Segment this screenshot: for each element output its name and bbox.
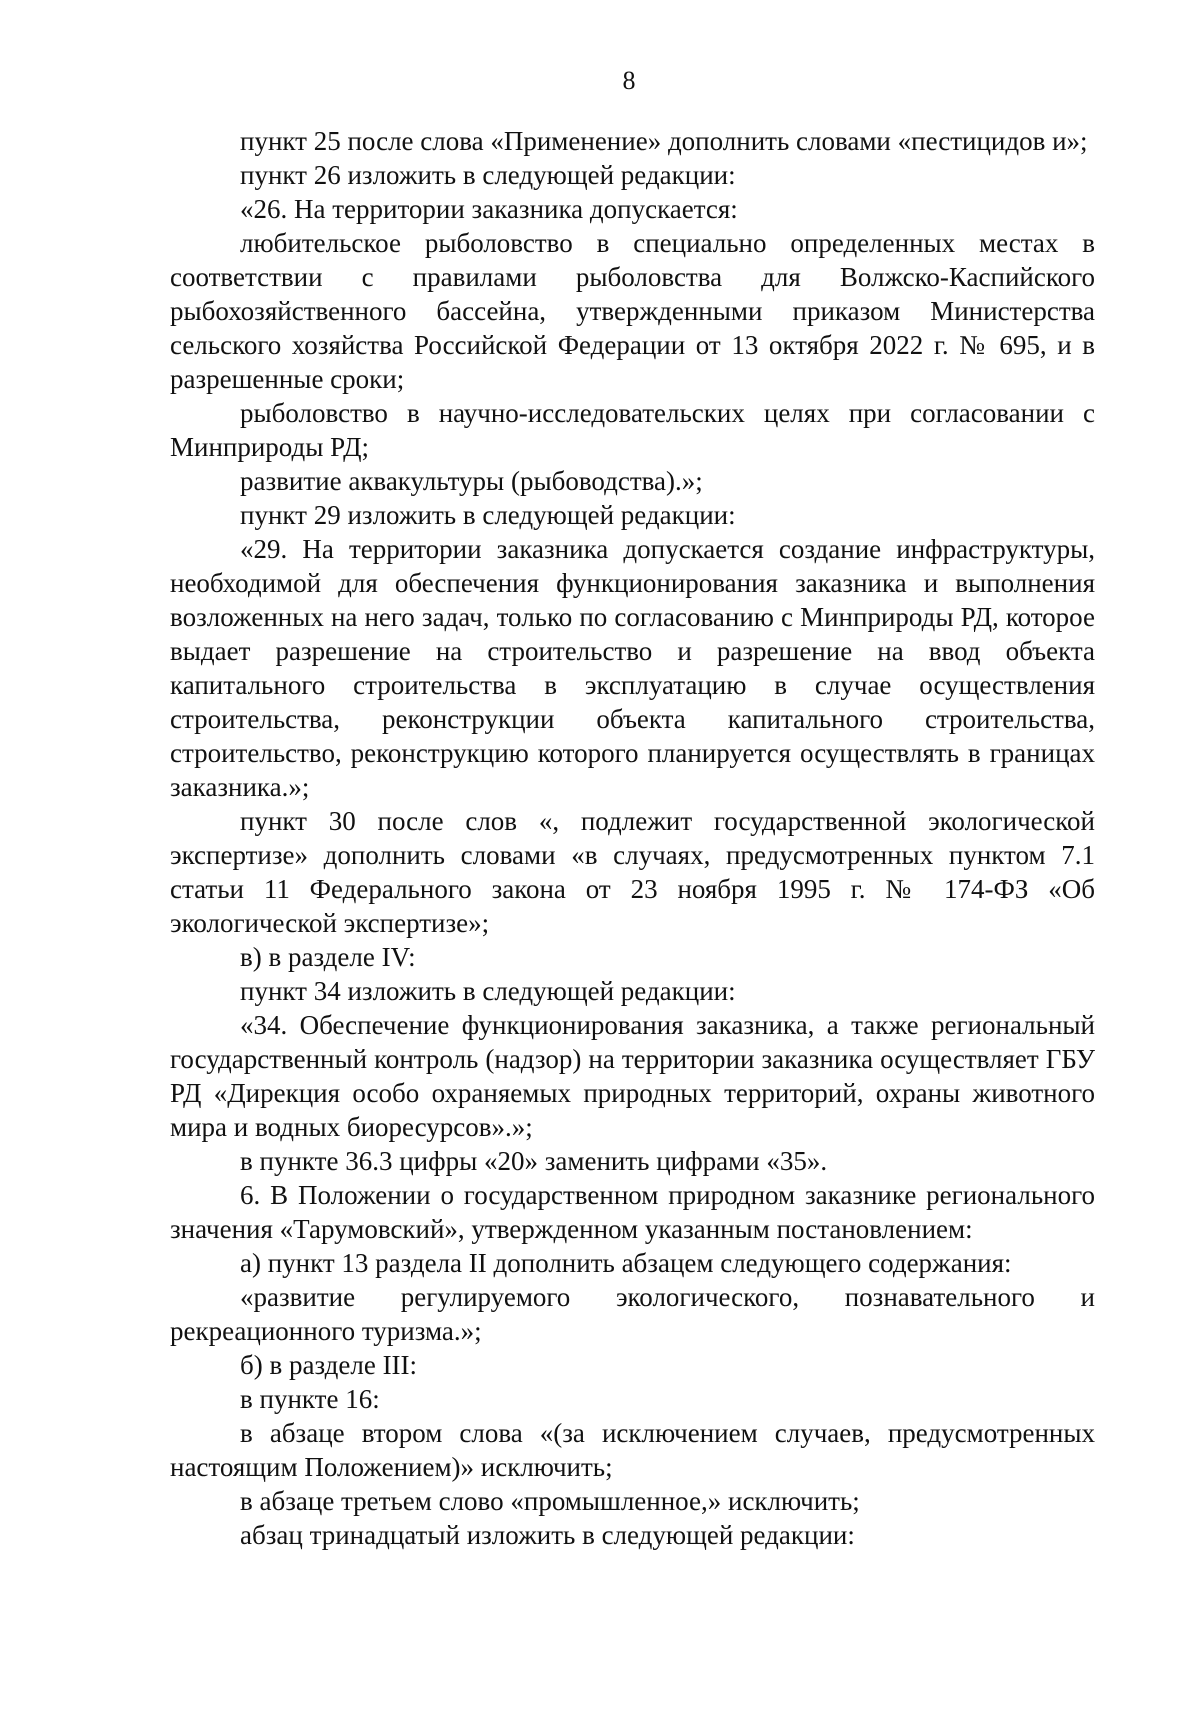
paragraph: пункт 25 после слова «Применение» дополнить словами «пестицидов и»; bbox=[240, 126, 1088, 156]
paragraph: «26. На территории заказника допускается: bbox=[240, 194, 738, 224]
document-body bbox=[170, 124, 1095, 1552]
paragraph: рыболовство в научно-исследовательских целях при согласовании с Минприроды РД; bbox=[170, 398, 1095, 462]
paragraph: пункт 34 изложить в следующей редакции: bbox=[240, 976, 736, 1006]
paragraph: в абзаце третьем слово «промышленное,» исключить; bbox=[240, 1486, 860, 1516]
paragraph: «развитие регулируемого экологического, познавательного и рекреационного туризма.»; bbox=[170, 1282, 1095, 1346]
paragraph: развитие аквакультуры (рыбоводства).»; bbox=[240, 466, 703, 496]
paragraph: в абзаце втором слова «(за исключением случаев, предусмотренных настоящим Положением)» исключить; bbox=[170, 1418, 1095, 1482]
paragraph: б) в разделе III: bbox=[240, 1350, 418, 1380]
paragraph: в пункте 16: bbox=[240, 1384, 380, 1414]
paragraph: любительское рыболовство в специально определенных местах в соответствии с правилами рыболовства для Волжско-Каспийского рыбохозяйственного бассейна, утвержденными приказом Министерства сельского хозяйства Российской Федерации от 13 октября 2022 г. № 695, и в разрешенные сроки; bbox=[170, 228, 1095, 394]
paragraph: 6. В Положении о государственном природном заказнике регионального значения «Тарумовский», утвержденном указанным постановлением: bbox=[170, 1180, 1095, 1244]
paragraph: в пункте 36.3 цифры «20» заменить цифрами «35». bbox=[240, 1146, 828, 1176]
paragraph: «34. Обеспечение функционирования заказника, а также региональный государственный контроль (надзор) на территории заказника осуществляет ГБУ РД «Дирекция особо охраняемых природных территорий, охраны животного мира и водных биоресурсов».»; bbox=[170, 1010, 1095, 1142]
paragraph: пункт 30 после слов «, подлежит государственной экологической экспертизе» дополнить словами «в случаях, предусмотренных пунктом 7.1 статьи 11 Федерального закона от 23 ноября 1995 г. № 174-ФЗ «Об экологической экспертизе»; bbox=[170, 806, 1095, 938]
paragraph: пункт 29 изложить в следующей редакции: bbox=[240, 500, 736, 530]
paragraph: абзац тринадцатый изложить в следующей редакции: bbox=[240, 1520, 855, 1550]
paragraph: пункт 26 изложить в следующей редакции: bbox=[240, 160, 736, 190]
paragraph: в) в разделе IV: bbox=[240, 942, 416, 972]
page-number: 8 bbox=[622, 66, 636, 95]
paragraph: «29. На территории заказника допускается создание инфраструктуры, необходимой для обеспечения функционирования заказника и выполнения возложенных на него задач, только по согласованию с Минприроды РД, которое выдает разрешение на строительство и разрешение на ввод объекта капитального строительства в эксплуатацию в случае осуществления строительства, реконструкции объекта капитального строительства, строительство, реконструкцию которого планируется осуществлять в границах заказника.»; bbox=[170, 534, 1095, 802]
paragraph: а) пункт 13 раздела II дополнить абзацем следующего содержания: bbox=[240, 1248, 1012, 1278]
